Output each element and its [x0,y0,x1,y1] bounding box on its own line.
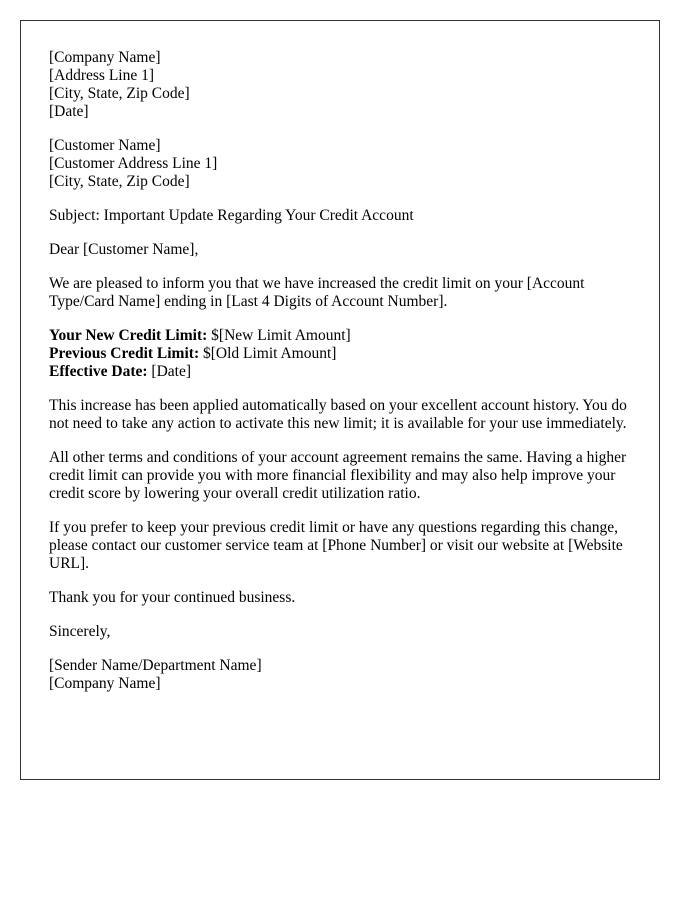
letter-page [20,20,660,780]
new-limit-label: Your New Credit Limit: [49,327,208,344]
salutation: Dear [Customer Name], [49,241,199,258]
new-limit-row [49,327,631,345]
subject-line: Subject: Important Update Regarding Your Credit Account [49,207,414,224]
signature-block [49,657,631,693]
automatic-increase-paragraph: This increase has been applied automatically based on your excellent account history. You do not need to take any action to activate this new limit; it is available for your use immediately. [49,397,627,432]
previous-limit-value: $[Old Limit Amount] [199,345,337,362]
intro-paragraph: We are pleased to inform you that we have increased the credit limit on your [Account Type/Card Name] ending in [Last 4 Digits of Account Number]. [49,275,585,310]
recipient-address-line: [Customer Address Line 1] [49,155,218,172]
closing-line: Sincerely, [49,623,111,640]
previous-limit-label: Previous Credit Limit: [49,345,200,362]
effective-date-value: [Date] [147,363,192,380]
recipient-address-block [49,137,631,191]
previous-limit-row [49,345,631,363]
effective-date-row [49,363,631,381]
recipient-name: [Customer Name] [49,137,161,154]
sender-address-block [49,49,631,121]
sender-company-name: [Company Name] [49,49,161,66]
contact-paragraph: If you prefer to keep your previous credit limit or have any questions regarding this change, please contact our customer service team at [Phone Number] or visit our website at [Website URL]. [49,519,623,572]
signature-sender-name: [Sender Name/Department Name] [49,657,262,674]
sender-address-line: [Address Line 1] [49,67,155,84]
effective-date-label: Effective Date: [49,363,148,380]
new-limit-value: $[New Limit Amount] [207,327,351,344]
terms-paragraph: All other terms and conditions of your account agreement remains the same. Having a higher credit limit can provide you with more financial flexibility and may also help improve your credit score by lowering your overall credit utilization ratio. [49,449,627,502]
thanks-line: Thank you for your continued business. [49,589,296,606]
recipient-city-state-zip: [City, State, Zip Code] [49,173,190,190]
sender-city-state-zip: [City, State, Zip Code] [49,85,190,102]
letter-date: [Date] [49,103,89,120]
signature-company-name: [Company Name] [49,675,161,692]
credit-details-block [49,327,631,381]
